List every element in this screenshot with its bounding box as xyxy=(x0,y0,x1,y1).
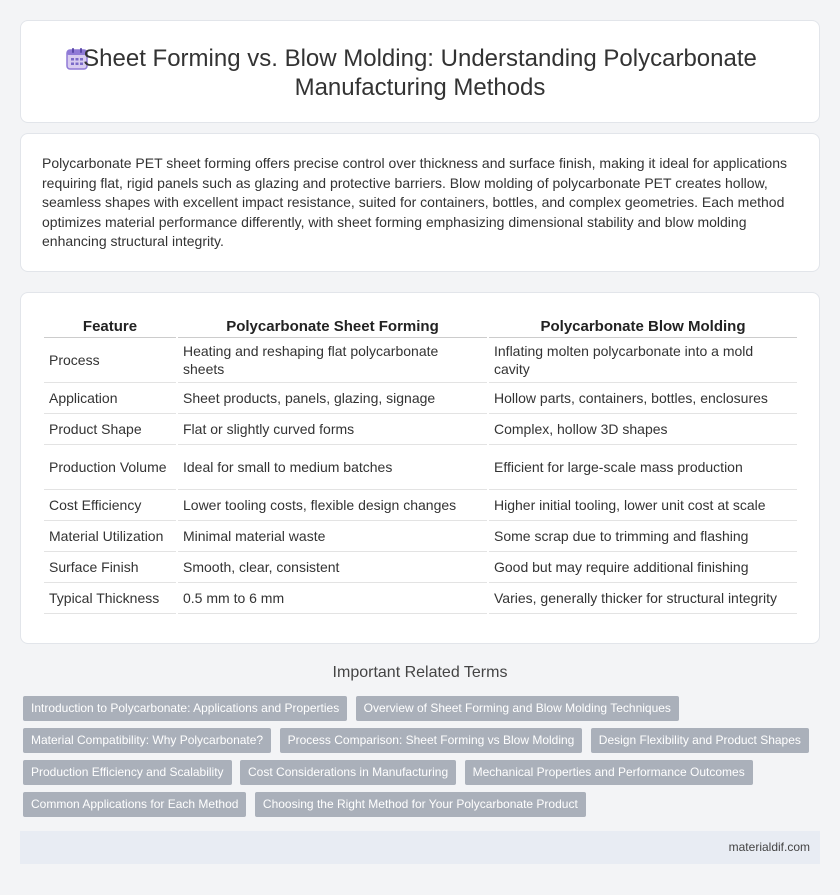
blow-molding-cell: Hollow parts, containers, bottles, enclosures xyxy=(489,383,797,414)
sheet-forming-cell: 0.5 mm to 6 mm xyxy=(178,583,487,614)
header-sheet-forming: Polycarbonate Sheet Forming xyxy=(178,313,487,338)
sheet-forming-cell: Minimal material waste xyxy=(178,521,487,552)
blow-molding-cell: Varies, generally thicker for structural integrity xyxy=(489,583,797,614)
comparison-table-card xyxy=(20,292,820,644)
related-term-tag[interactable]: Common Applications for Each Method xyxy=(23,792,246,817)
table-row xyxy=(44,552,797,583)
sheet-forming-cell: Smooth, clear, consistent xyxy=(178,552,487,583)
intro-card xyxy=(20,133,820,272)
related-term-tag[interactable]: Choosing the Right Method for Your Polycarbonate Product xyxy=(255,792,586,817)
related-term-tag[interactable]: Introduction to Polycarbonate: Applications and Properties xyxy=(23,696,347,721)
table-row xyxy=(44,490,797,521)
blow-molding-cell: Complex, hollow 3D shapes xyxy=(489,414,797,445)
sheet-forming-cell: Ideal for small to medium batches xyxy=(178,445,487,490)
feature-cell: Production Volume xyxy=(44,445,176,490)
related-term-tag[interactable]: Process Comparison: Sheet Forming vs Blow Molding xyxy=(280,728,583,753)
table-row xyxy=(44,383,797,414)
footer-site-link[interactable]: materialdif.com xyxy=(728,840,810,854)
blow-molding-cell: Efficient for large-scale mass production xyxy=(489,445,797,490)
comparison-table xyxy=(42,313,799,614)
blow-molding-cell: Some scrap due to trimming and flashing xyxy=(489,521,797,552)
related-terms-heading: Important Related Terms xyxy=(332,664,508,681)
footer-bar xyxy=(20,831,820,864)
header-feature: Feature xyxy=(44,313,176,338)
feature-cell: Typical Thickness xyxy=(44,583,176,614)
related-terms-list xyxy=(23,696,813,824)
sheet-forming-cell: Lower tooling costs, flexible design changes xyxy=(178,490,487,521)
feature-cell: Surface Finish xyxy=(44,552,176,583)
table-row xyxy=(44,445,797,490)
feature-cell: Application xyxy=(44,383,176,414)
feature-cell: Process xyxy=(44,338,176,383)
sheet-forming-cell: Heating and reshaping flat polycarbonate sheets xyxy=(178,338,487,383)
feature-cell: Cost Efficiency xyxy=(44,490,176,521)
table-row xyxy=(44,521,797,552)
sheet-forming-cell: Sheet products, panels, glazing, signage xyxy=(178,383,487,414)
feature-cell: Material Utilization xyxy=(44,521,176,552)
table-header-row xyxy=(44,313,797,338)
feature-cell: Product Shape xyxy=(44,414,176,445)
blow-molding-cell: Higher initial tooling, lower unit cost at scale xyxy=(489,490,797,521)
related-term-tag[interactable]: Material Compatibility: Why Polycarbonate? xyxy=(23,728,271,753)
blow-molding-cell: Good but may require additional finishing xyxy=(489,552,797,583)
related-term-tag[interactable]: Mechanical Properties and Performance Outcomes xyxy=(465,760,753,785)
page-title: Sheet Forming vs. Blow Molding: Understanding Polycarbonate Manufacturing Methods xyxy=(83,45,757,101)
table-row xyxy=(44,414,797,445)
table-row xyxy=(44,338,797,383)
header-card xyxy=(20,20,820,123)
blow-molding-cell: Inflating molten polycarbonate into a mold cavity xyxy=(489,338,797,383)
related-term-tag[interactable]: Design Flexibility and Product Shapes xyxy=(591,728,809,753)
table-row xyxy=(44,583,797,614)
related-term-tag[interactable]: Cost Considerations in Manufacturing xyxy=(240,760,456,785)
intro-paragraph: Polycarbonate PET sheet forming offers precise control over thickness and surface finish, making it ideal for applications requiring flat, rigid panels such as glazing and protective barriers. Blow molding of polycarbonate PET creates hollow, seamless shapes with excellent impact resistance, suited for containers, bottles, and complex geometries. Each method optimizes material performance differently, with sheet forming emphasizing dimensional stability and blow molding enhancing structural integrity. xyxy=(42,155,787,249)
related-term-tag[interactable]: Overview of Sheet Forming and Blow Molding Techniques xyxy=(356,696,679,721)
header-blow-molding: Polycarbonate Blow Molding xyxy=(489,313,797,338)
sheet-forming-cell: Flat or slightly curved forms xyxy=(178,414,487,445)
related-term-tag[interactable]: Production Efficiency and Scalability xyxy=(23,760,232,785)
